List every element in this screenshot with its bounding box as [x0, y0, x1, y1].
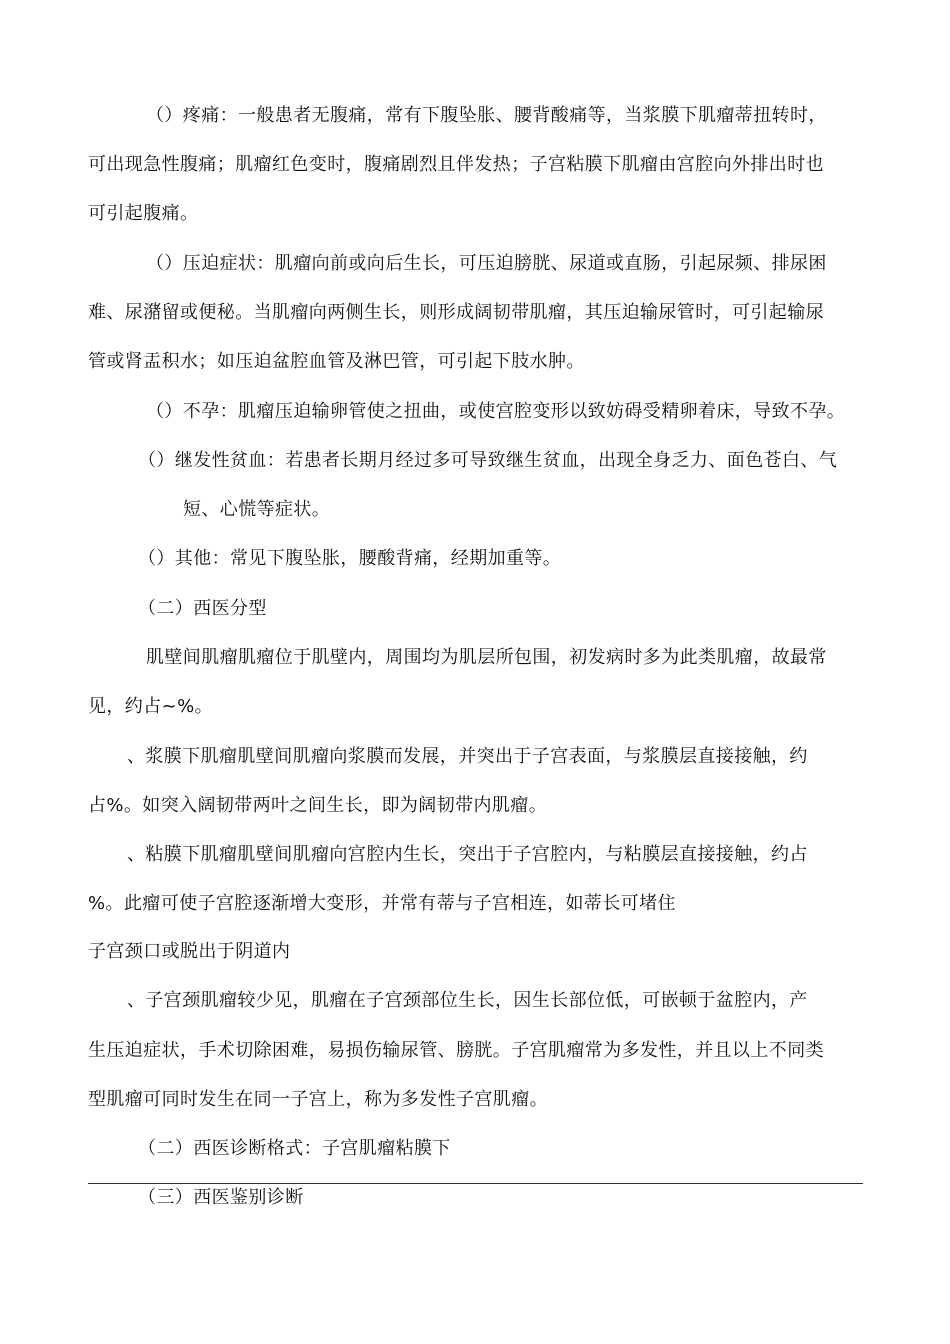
symptom-pain-line-1: （）疼痛：一般患者无腹痛，常有下腹坠胀、腰背酸痛等，当浆膜下肌瘤蒂扭转时， — [146, 105, 827, 126]
type-cervical-line-3: 型肌瘤可同时发生在同一子宫上，称为多发性子宫肌瘤。 — [88, 1089, 548, 1110]
symptom-anemia-line-2: 短、心慌等症状。 — [183, 499, 331, 520]
horizontal-rule — [88, 1183, 863, 1184]
section-heading-diagnosis-format: （二）西医诊断格式：子宫肌瘤粘膜下 — [138, 1138, 451, 1159]
symptom-compression-line-1: （）压迫症状：肌瘤向前或向后生长，可压迫膀胱、尿道或直肠，引起尿频、排尿困 — [146, 253, 827, 274]
symptom-compression-line-2: 难、尿潴留或便秘。当肌瘤向两侧生长，则形成阔韧带肌瘤，其压迫输尿管时，可引起输尿 — [88, 302, 824, 323]
symptom-other-line: （）其他：常见下腹坠胀，腰酸背痛，经期加重等。 — [138, 548, 562, 569]
type-cervical-line-2: 生压迫症状，手术切除困难，易损伤输尿管、膀胱。子宫肌瘤常为多发性，并且以上不同类 — [88, 1040, 824, 1061]
symptom-pain-line-3: 可引起腹痛。 — [88, 203, 199, 224]
symptom-anemia-line-1: （）继发性贫血：若患者长期月经过多可导致继生贫血，出现全身乏力、面色苍白、气 — [138, 450, 838, 471]
type-submucosal-line-3: 子宫颈口或脱出于阴道内 — [88, 941, 291, 962]
type-subserosal-line-2: 占%。如突入阔韧带两叶之间生长，即为阔韧带内肌瘤。 — [88, 795, 548, 816]
section-heading-classification: （二）西医分型 — [138, 598, 267, 619]
type-subserosal-line-1: 、浆膜下肌瘤肌壁间肌瘤向浆膜而发展，并突出于子宫表面，与浆膜层直接接触，约 — [127, 746, 808, 767]
type-submucosal-line-2: %。此瘤可使子宫腔逐渐增大变形，并常有蒂与子宫相连，如蒂长可堵住 — [88, 893, 676, 914]
type-cervical-line-1: 、子宫颈肌瘤较少见，肌瘤在子宫颈部位生长，因生长部位低，可嵌顿于盆腔内，产 — [127, 990, 808, 1011]
symptom-compression-line-3: 管或肾盂积水；如压迫盆腔血管及淋巴管，可引起下肢水肿。 — [88, 351, 585, 372]
section-heading-differential-diagnosis: （三）西医鉴别诊断 — [138, 1187, 304, 1208]
type-submucosal-line-1: 、粘膜下肌瘤肌壁间肌瘤向宫腔内生长，突出于子宫腔内，与粘膜层直接接触，约占 — [127, 844, 808, 865]
type-intramural-line-2: 见，约占~%。 — [88, 696, 213, 717]
type-intramural-line-1: 肌壁间肌瘤肌瘤位于肌壁内，周围均为肌层所包围，初发病时多为此类肌瘤，故最常 — [146, 647, 827, 668]
symptom-pain-line-2: 可出现急性腹痛；肌瘤红色变时，腹痛剧烈且伴发热；子宫粘膜下肌瘤由宫腔向外排出时也 — [88, 154, 824, 175]
symptom-infertility-line: （）不孕：肌瘤压迫输卵管使之扭曲，或使宫腔变形以致妨碍受精卵着床，导致不孕。 — [146, 401, 846, 422]
